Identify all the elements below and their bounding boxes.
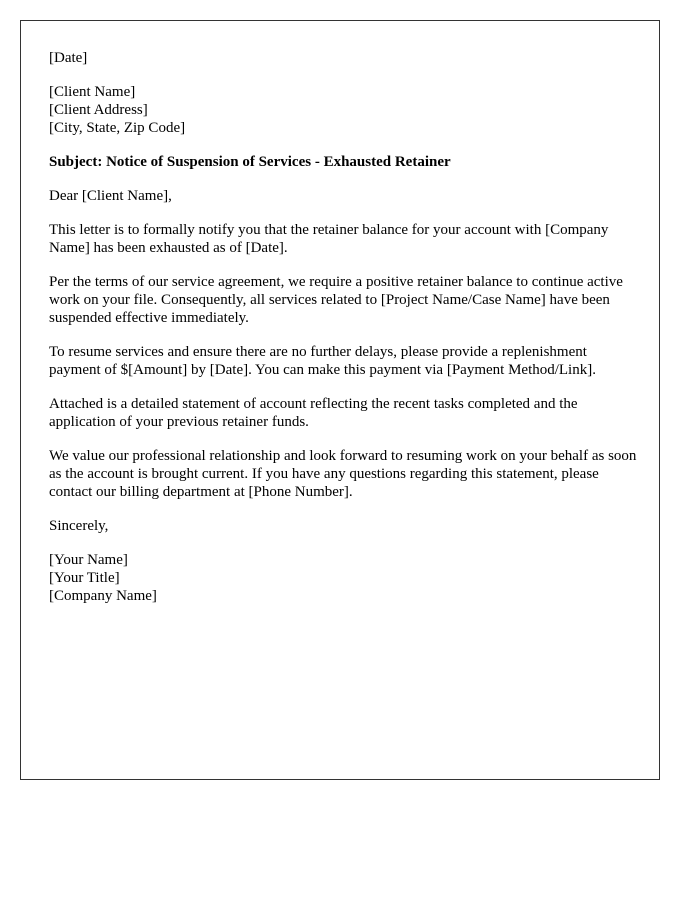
paragraph-contact-billing: We value our professional relationship and look forward to resuming work on your behalf as soon as the account is brought current. If you have any questions regarding this statement, please contact our billing department at [Phone Number]. xyxy=(49,448,637,500)
salutation: Dear [Client Name], xyxy=(49,188,172,204)
signer-company: [Company Name] xyxy=(49,588,157,604)
recipient-block xyxy=(49,83,639,137)
client-address: [Client Address] xyxy=(49,102,148,118)
paragraph-payment-request: To resume services and ensure there are no further delays, please provide a replenishment payment of $[Amount] by [Date]. You can make this payment via [Payment Method/Link]. xyxy=(49,344,596,378)
letter-body xyxy=(49,49,639,621)
client-city-state-zip: [City, State, Zip Code] xyxy=(49,120,186,136)
signature-block xyxy=(49,551,639,605)
letter-page xyxy=(20,20,660,780)
paragraph-retainer-exhausted: This letter is to formally notify you that the retainer balance for your account with [Company Name] has been exhausted as of [Date]. xyxy=(49,222,609,256)
paragraph-services-suspended: Per the terms of our service agreement, we require a positive retainer balance to continue active work on your file. Consequently, all services related to [Project Name/Case Name] have been suspended effective immediately. xyxy=(49,274,623,326)
signer-title: [Your Title] xyxy=(49,570,120,586)
paragraph-statement-attached: Attached is a detailed statement of account reflecting the recent tasks completed and the application of your previous retainer funds. xyxy=(49,396,578,430)
closing: Sincerely, xyxy=(49,518,109,534)
letter-date: [Date] xyxy=(49,50,88,66)
client-name: [Client Name] xyxy=(49,84,136,100)
signer-name: [Your Name] xyxy=(49,552,128,568)
subject-line: Subject: Notice of Suspension of Services - Exhausted Retainer xyxy=(49,154,451,170)
